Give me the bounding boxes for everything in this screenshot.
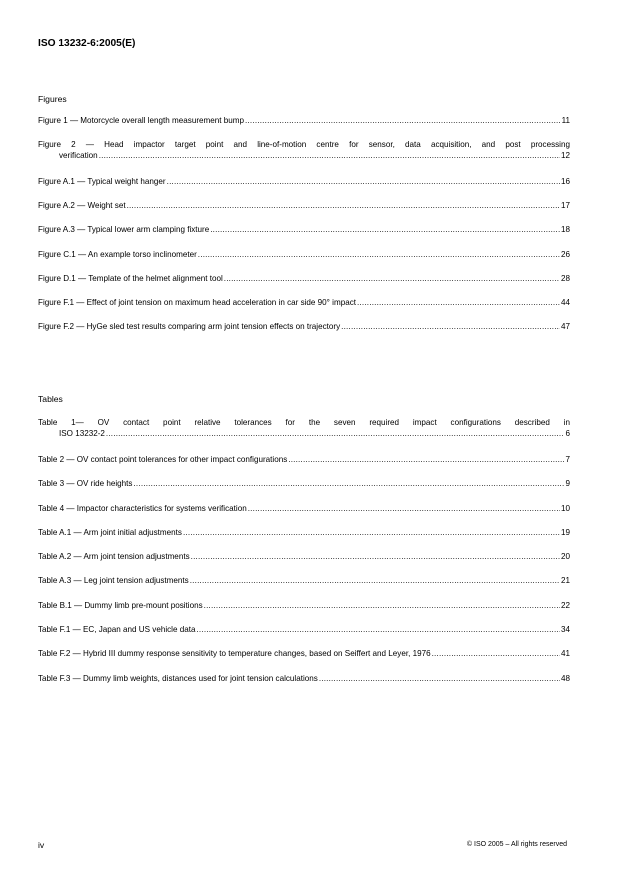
leader-dots: [106, 429, 565, 440]
table-entry[interactable]: [38, 479, 570, 490]
entry-page: 26: [560, 250, 570, 259]
figure-entry[interactable]: [38, 322, 570, 333]
entry-page: 6: [565, 428, 570, 438]
entry-page: 16: [560, 177, 570, 186]
tables-heading: Tables: [38, 394, 63, 404]
figure-entry[interactable]: [38, 116, 570, 127]
table-entry[interactable]: [38, 576, 570, 587]
entry-page: 48: [560, 674, 570, 683]
entry-title: Figure F.1 — Effect of joint tension on maximum head acceleration in car side 90° impact: [38, 298, 356, 307]
entry-title: Figure C.1 — An example torso inclinometer: [38, 250, 197, 259]
entry-page: 11: [561, 116, 570, 125]
table-entry[interactable]: [38, 601, 570, 612]
entry-title: Table 2 — OV contact point tolerances for other impact configurations: [38, 455, 288, 464]
entry-page: 9: [565, 479, 570, 488]
figure-entry[interactable]: [38, 177, 570, 188]
figures-heading: Figures: [38, 94, 67, 104]
entry-page: 12: [560, 150, 570, 160]
entry-title: Table A.1 — Arm joint initial adjustments: [38, 528, 182, 537]
table-entry[interactable]: [38, 649, 570, 660]
entry-title: Table A.2 — Arm joint tension adjustments: [38, 552, 190, 561]
table-entry[interactable]: [38, 455, 570, 466]
entry-title-line2: verification: [59, 150, 98, 160]
entry-page: 34: [560, 625, 570, 634]
entry-page: 18: [560, 225, 570, 234]
figure-entry[interactable]: [38, 274, 570, 285]
leader-dots: [357, 298, 560, 309]
entry-title: Table B.1 — Dummy limb pre-mount positions: [38, 601, 203, 610]
footer-page-number: iv: [38, 840, 45, 850]
leader-dots: [167, 177, 560, 188]
table-entry[interactable]: [38, 418, 570, 439]
entry-title-line1: Table 1— OV contact point relative tolerances for the seven required impact configurations described in: [38, 418, 570, 427]
entry-page: 44: [560, 298, 570, 307]
entry-page: 19: [560, 528, 570, 537]
leader-dots: [133, 479, 564, 490]
leader-dots: [196, 625, 560, 636]
entry-page: 7: [565, 455, 570, 464]
figure-entry[interactable]: [38, 201, 570, 212]
entry-title: Table A.3 — Leg joint tension adjustments: [38, 576, 189, 585]
entry-title: Figure D.1 — Template of the helmet alignment tool: [38, 274, 223, 283]
entry-title-line1: Figure 2 — Head impactor target point and line-of-motion centre for sensor, data acquisition, and post processing: [38, 140, 570, 149]
leader-dots: [432, 649, 560, 660]
leader-dots: [288, 455, 564, 466]
figure-entry[interactable]: [38, 140, 570, 161]
figure-entry[interactable]: [38, 298, 570, 309]
table-entry[interactable]: [38, 674, 570, 685]
figure-entry[interactable]: [38, 250, 570, 261]
leader-dots: [319, 674, 560, 685]
entry-title: Figure A.2 — Weight set: [38, 201, 126, 210]
table-entry[interactable]: [38, 528, 570, 539]
leader-dots: [204, 601, 560, 612]
entry-title: Figure F.2 — HyGe sled test results comparing arm joint tension effects on trajectory: [38, 322, 341, 331]
document-id-header: ISO 13232-6:2005(E): [38, 38, 136, 49]
table-entry[interactable]: [38, 504, 570, 515]
figure-entry[interactable]: [38, 225, 570, 236]
entry-title: Table F.3 — Dummy limb weights, distances used for joint tension calculations: [38, 674, 318, 683]
entry-title: Figure A.3 — Typical lower arm clamping fixture: [38, 225, 210, 234]
leader-dots: [99, 151, 560, 162]
entry-title: Table 4 — Impactor characteristics for systems verification: [38, 504, 247, 513]
leader-dots: [245, 116, 561, 127]
table-entry[interactable]: [38, 625, 570, 636]
leader-dots: [341, 322, 560, 333]
leader-dots: [198, 250, 560, 261]
entry-page: 41: [560, 649, 570, 658]
entry-page: 20: [560, 552, 570, 561]
leader-dots: [210, 225, 560, 236]
entry-title: Figure 1 — Motorcycle overall length measurement bump: [38, 116, 245, 125]
entry-page: 17: [560, 201, 570, 210]
entry-title: Table F.2 — Hybrid III dummy response sensitivity to temperature changes, based on Seiffert and Leyer, 1976: [38, 649, 431, 658]
leader-dots: [183, 528, 560, 539]
table-entry[interactable]: [38, 552, 570, 563]
entry-page: 28: [560, 274, 570, 283]
entry-title-line2: ISO 13232-2: [59, 428, 105, 438]
footer-copyright: © ISO 2005 – All rights reserved: [466, 841, 567, 848]
leader-dots: [190, 576, 560, 587]
entry-title: Figure A.1 — Typical weight hanger: [38, 177, 166, 186]
entry-page: 21: [560, 576, 570, 585]
entry-page: 10: [560, 504, 570, 513]
entry-page: 22: [560, 601, 570, 610]
leader-dots: [127, 201, 560, 212]
entry-page: 47: [560, 322, 570, 331]
entry-title: Table 3 — OV ride heights: [38, 479, 133, 488]
leader-dots: [224, 274, 560, 285]
leader-dots: [248, 504, 560, 515]
leader-dots: [191, 552, 560, 563]
entry-title: Table F.1 — EC, Japan and US vehicle data: [38, 625, 196, 634]
